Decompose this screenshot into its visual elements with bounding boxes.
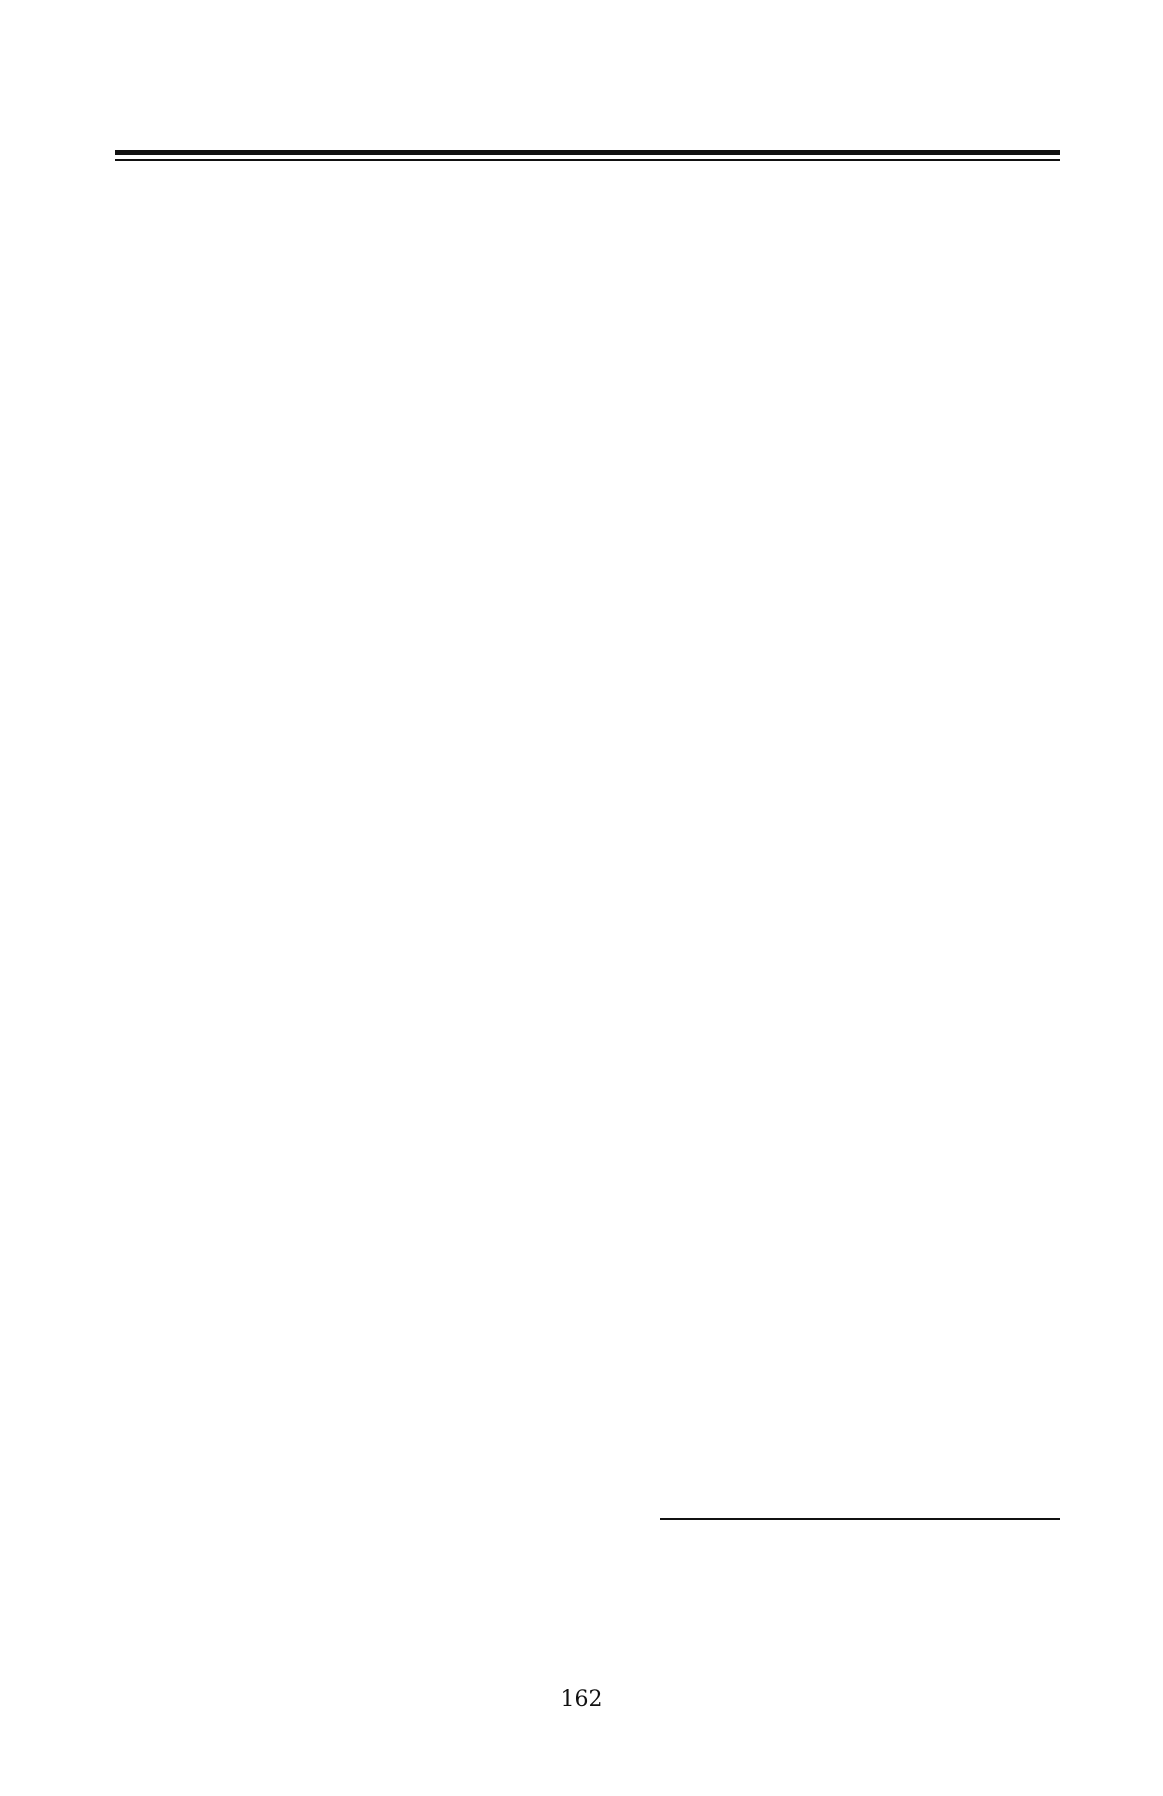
body-paragraph: [115, 1002, 1060, 1170]
verse-line: [115, 232, 1060, 284]
body-paragraph: [115, 422, 1060, 590]
verse-line: [115, 928, 1060, 980]
verse-line: [115, 796, 1060, 848]
header-rule-thick: [115, 150, 1060, 155]
verse-line: [115, 168, 1060, 220]
verse-line: [115, 862, 1060, 914]
verse-line: [115, 664, 1060, 716]
verse-line: [115, 598, 1060, 650]
footnote: [115, 1528, 1060, 1568]
verse-line: [115, 296, 1060, 348]
header-rule-thin: [115, 159, 1060, 161]
verse-line: [115, 730, 1060, 782]
verse-line: [115, 360, 1060, 412]
footnote: [115, 1573, 1060, 1613]
running-header: [115, 95, 1060, 139]
footnote-rule: [660, 1518, 1060, 1520]
body-paragraph: [115, 1180, 1060, 1292]
page-number: 162: [560, 1687, 603, 1712]
